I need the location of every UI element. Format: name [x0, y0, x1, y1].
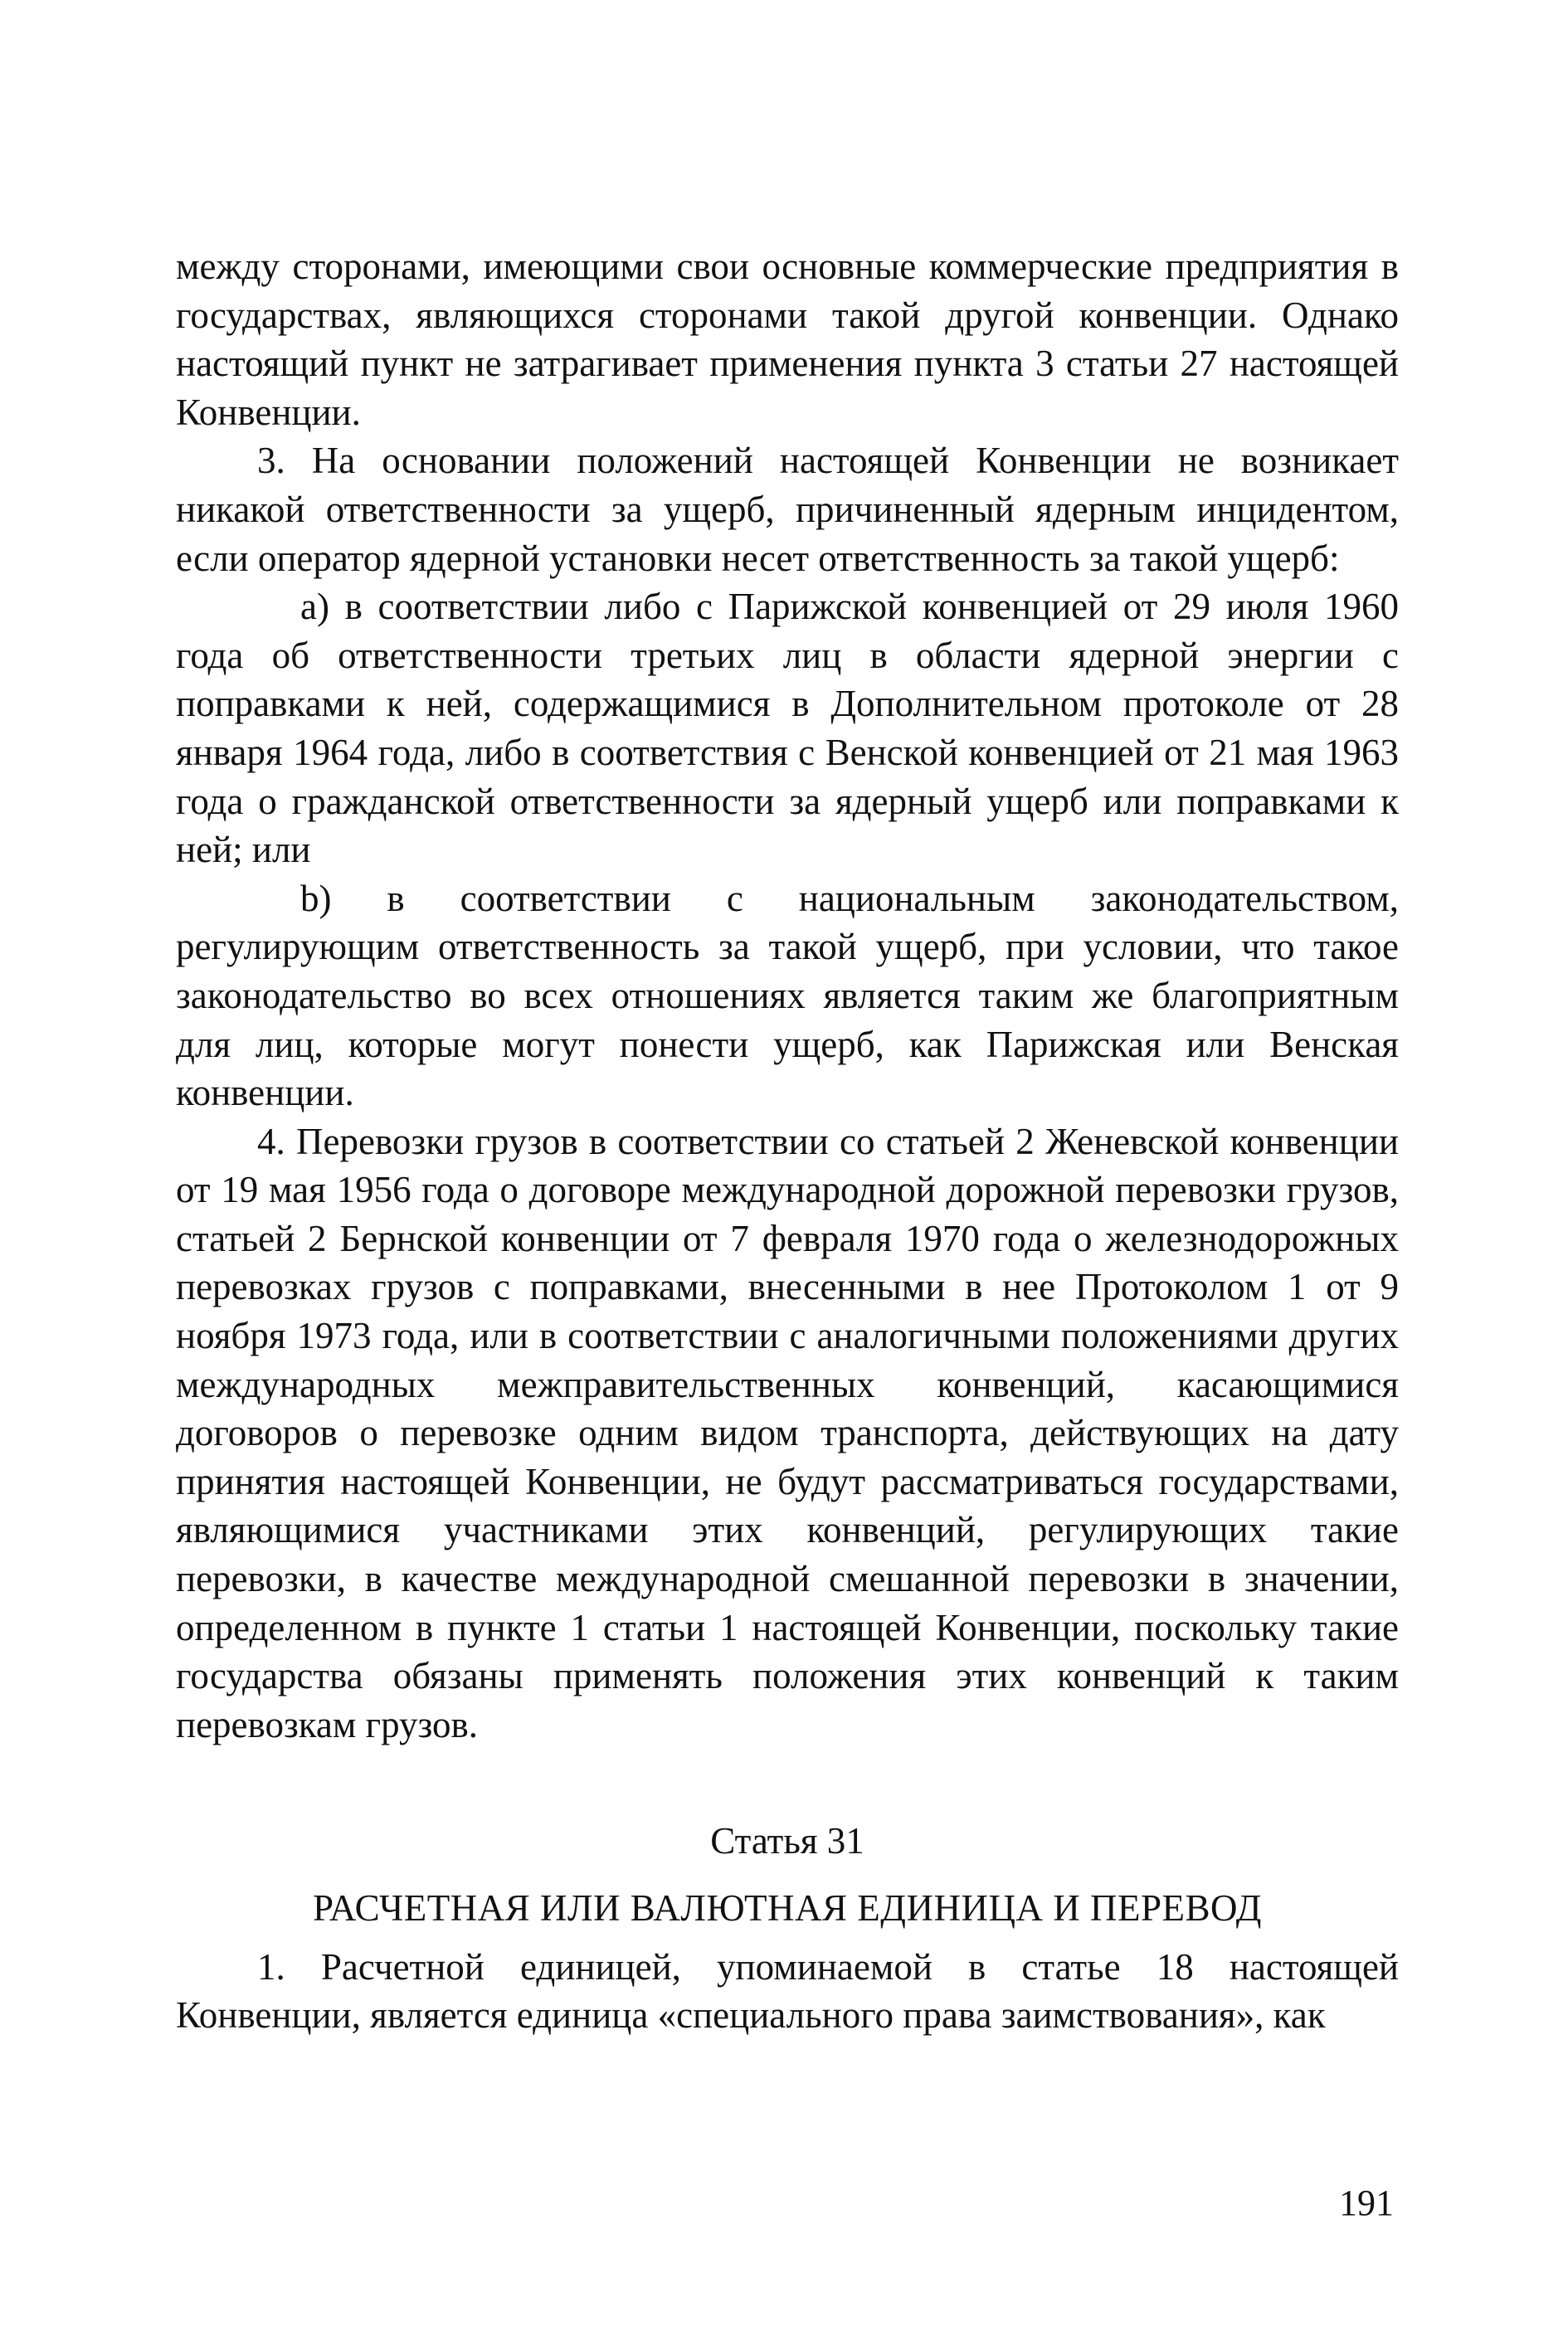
paragraph-continuation: между сторонами, имеющими свои основные коммерческие предприятия в государствах, являющихся сторонами такой другой конвенции. Однако настоящий пункт не затрагивает применения пункта 3 статьи 27 настоящей Конвенции.: [176, 246, 1399, 433]
article-number: Статья 31: [710, 1820, 864, 1862]
paragraph-article-31-item-1: 1. Расчетной единицей, упоминаемой в статье 18 настоящей Конвенции, является единица «специального права заимствования», как: [176, 1945, 1399, 2037]
page-number: 191: [1339, 2183, 1394, 2223]
paragraph-subitem-a: a) в соответствии либо с Парижской конвенцией от 29 июля 1960 года об ответственности третьих лиц в области ядерной энергии с поправками к ней, содержащимися в Дополнительном протоколе от 28 января 1964 года, либо в соответствия с Венской конвенцией от 21 мая 1963 года о гражданской ответственности за ядерный ущерб или поправками к ней; или: [176, 586, 1399, 871]
paragraph-subitem-b: b) в соответствии с национальным законодательством, регулирующим ответственность за такой ущерб, при условии, что такое законодательство во всех отношениях является таким же благоприятным для лиц, которые могут понести ущерб, как Парижская или Венская конвенции.: [176, 877, 1399, 1114]
paragraph-item-3: 3. На основании положений настоящей Конвенции не возникает никакой ответственности за ущерб, причиненный ядерным инцидентом, если оператор ядерной установки несет ответственность за такой ущерб:: [176, 440, 1399, 579]
document-page: [176, 242, 1399, 2040]
paragraph-item-4: 4. Перевозки грузов в соответствии со статьей 2 Женевской конвенции от 19 мая 1956 года о договоре международной дорожной перевозки грузов, статьей 2 Бернской конвенции от 7 февраля 1970 года о железнодорожных перевозках грузов с поправками, внесенными в нее Протоколом 1 от 9 ноября 1973 года, или в соответствии с аналогичными положениями других международных межправительственных конвенций, касающимися договоров о перевозке одним видом транспорта, действующих на дату принятия настоящей Конвенции, не будут рассматриваться государствами, являющимися участниками этих конвенций, регулирующих такие перевозки, в качестве международной смешанной перевозки в значении, определенном в пункте 1 статьи 1 настоящей Конвенции, поскольку такие государства обязаны применять положения этих конвенций к таким перевозкам грузов.: [176, 1120, 1399, 1745]
article-title: РАСЧЕТНАЯ ИЛИ ВАЛЮТНАЯ ЕДИНИЦА И ПЕРЕВОД: [313, 1887, 1262, 1929]
